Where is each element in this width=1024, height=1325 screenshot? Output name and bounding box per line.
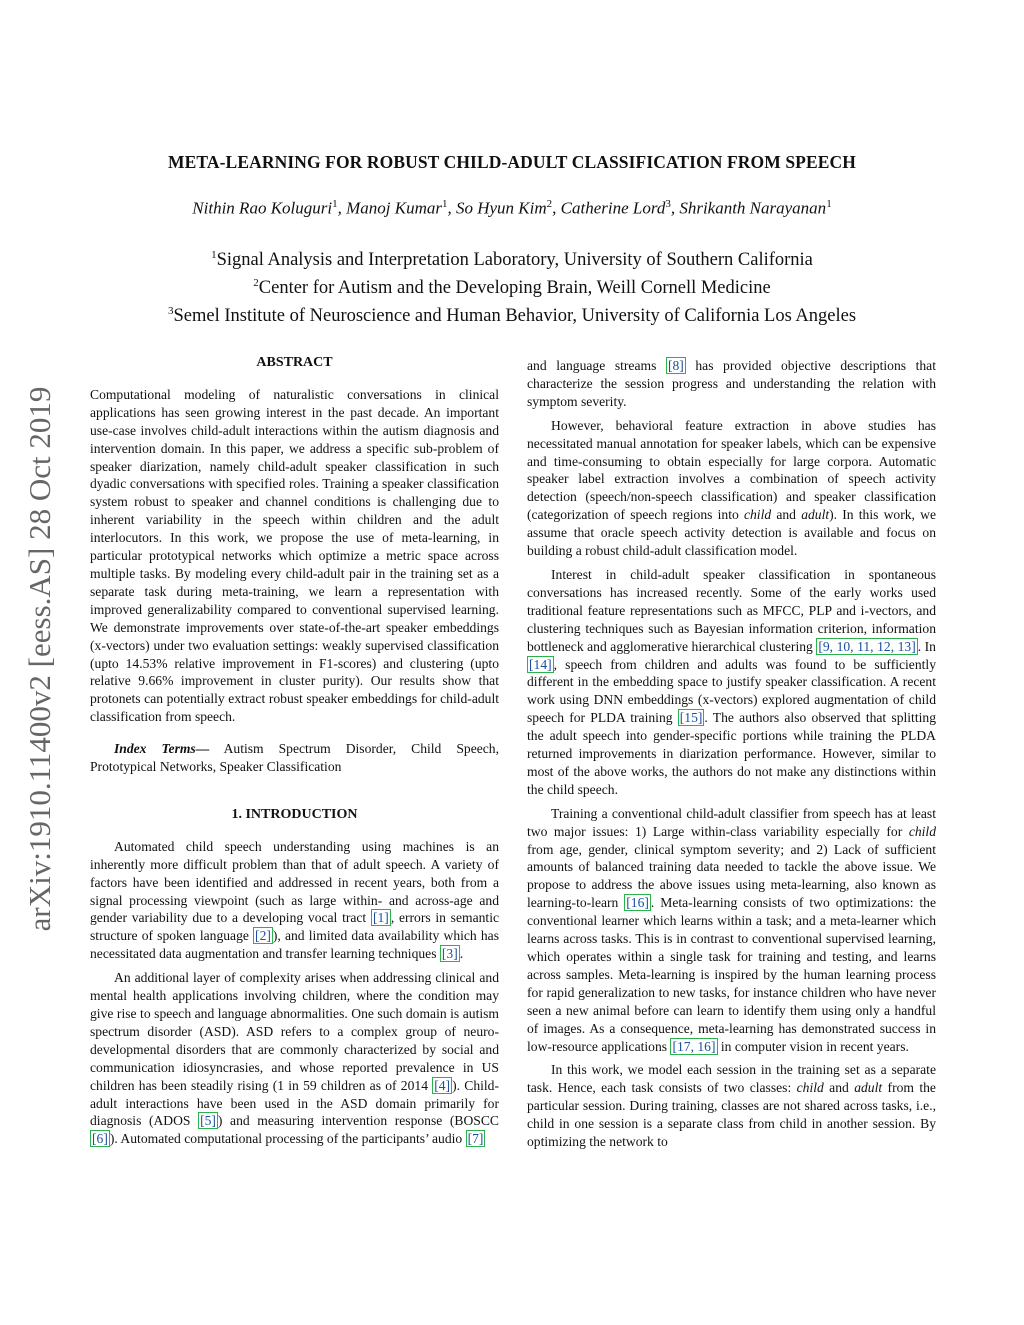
author-affiliation-number: 3 — [665, 198, 671, 210]
affiliation-number: 2 — [253, 277, 259, 290]
citation-link[interactable]: [4] — [434, 1077, 451, 1093]
citation-link[interactable]: [16] — [626, 895, 649, 911]
author-affiliation-number: 1 — [441, 198, 448, 210]
paragraph: Training a conventional child-adult classifier from speech has at least two major issues: 1) Large within-class variability especially for child from age, gender, clinical symptom severity; and 2) Lack of sufficient amounts of balanced training data needed to tackle the above issue. We propose to address the above issues using meta-learning, also known as learning-to-learn [16] . Meta-learning consists of two optimizations: the conventional learner which learns within a task; and a meta-learner which learns across tasks. This is in contrast to conventional supervised learning, which operates within a single task for training and testing, and learns across samples. Meta-learning is inspired by the human learning process for rapid generalization to new tasks, for instance children who have never seen a new animal before can learn to identify them using only a handful of images. As a consequence, meta-learning has demonstrated success in low-resource applications [17, 16] in computer vision in recent years. — [527, 805, 937, 1054]
citation-link[interactable]: [2] — [255, 928, 271, 944]
paper-title: META-LEARNING FOR ROBUST CHILD-ADULT CLASSIFICATION FROM SPEECH — [168, 152, 856, 172]
affiliation — [60, 244, 964, 272]
affiliations — [60, 244, 964, 328]
affiliation-number: 3 — [167, 305, 174, 318]
abstract-heading: ABSTRACT — [256, 355, 333, 370]
author-name: Shrikanth Narayanan — [679, 198, 827, 218]
paragraph: An additional layer of complexity arises when addressing clinical and mental health applications involving children, where the condition may give rise to speech and language abnormalities. One such domain is autism spectrum disorder (ASD). ASD refers to a complex group of neuro-developmental disorders that are commonly characterized by social and communication idiosyncrasies, and whose reported prevalence in US children has been steadily rising (1 in 59 children as of 2014 [4] ). Child-adult interactions have been used in the ASD domain primarily for diagnosis (ADOS [5] ) and measuring intervention response (BOSCC [6] ). Automated computational processing of the participants’ audio [7] — [90, 970, 499, 1147]
citation-link[interactable]: [1] — [372, 910, 389, 926]
paragraph: In this work, we model each session in the training set as a separate task. Hence, each task consists of two classes: child and adult from the particular session. During training, classes are not shared across tasks, i.e., child in one session is a separate class from child in another session. By optimizing the network to — [527, 1062, 936, 1150]
author-name: So Hyun Kim — [455, 198, 547, 218]
paragraph: However, behavioral feature extraction in above studies has necessitated manual annotation for speaker labels, which can be expensive and time-consuming to obtain especially for large corpora. Automatic speaker label extraction involves a combination of speech activity detection (speech/non-speech classification) and speaker classification (categorization of speech regions into child and adult). In this work, we assume that oracle speech activity detection is available and focus on building a robust child-adult classification model. — [527, 417, 936, 559]
citation-link[interactable]: [3] — [441, 946, 458, 962]
citation-link[interactable]: [8] — [667, 358, 684, 373]
affiliation-text: Semel Institute of Neuroscience and Human Behavior, University of California Los Angeles — [173, 306, 857, 327]
index-terms — [90, 740, 499, 776]
paragraph: Automated child speech understanding using machines is an inherently more difficult problem than that of adult speech. A variety of factors have been identified and addressed in recent years, both from a signal processing viewpoint (such as large within- and across-age and gender variability due to a developing vocal tract [1] , errors in semantic structure of spoken language [2] ), and limited data availability which has necessitated data augmentation and transfer learning techniques [3] . — [90, 838, 500, 962]
paragraph: and language streams [8] has provided objective descriptions that characterize the session progress and understanding the relation with symptom severity. — [527, 358, 936, 409]
left-column — [90, 354, 499, 1154]
citation-link[interactable]: [9, 10, 11, 12, 13] — [818, 638, 916, 654]
affiliation — [60, 272, 964, 300]
author-list: Nithin Rao Koluguri$^1$, Manoj Kumar$^1$, So Hyun Kim$^2$, Catherine Lord$^3$, Shrikanth Narayanan$^1$ — [192, 198, 832, 218]
citation-link[interactable]: [7] — [467, 1131, 484, 1147]
affiliation-number: 1 — [211, 249, 217, 261]
citation-link[interactable]: [15] — [679, 710, 703, 726]
author-affiliation-number: 2 — [546, 198, 553, 210]
author-name: Manoj Kumar — [346, 198, 442, 218]
section-heading-introduction: 1. INTRODUCTION — [231, 806, 358, 822]
arxiv-stamp — [4, 344, 76, 974]
right-column — [527, 357, 936, 1157]
author-name: Catherine Lord — [560, 198, 666, 218]
affiliation-text: Center for Autism and the Developing Brain, Weill Cornell Medicine — [258, 278, 771, 299]
author-affiliation-number: 1 — [826, 198, 832, 210]
affiliation — [60, 300, 964, 328]
paragraph: Interest in child-adult speaker classification in spontaneous conversations has increased recently. Some of the early works used traditional feature representations such as MFCC, PLP and i-vectors, and clustering techniques such as Bayesian information criterion, information bottleneck and agglomerative hierarchical clustering [9, 10, 11, 12, 13] . In [14] , speech from children and adults was found to be sufficiently different in the embedding space to justify speaker classification. A recent work using DNN embeddings (x-vectors) explored augmentation of child speech for PLDA training [15] . The authors also observed that splitting the adult speech into gender-specific portions while training the PLDA returned improvements in diarization performance. However, similar to most of the above works, the authors do not make any distinctions within the child speech. — [527, 566, 936, 797]
citation-link[interactable]: [14] — [529, 656, 552, 672]
abstract-text: Computational modeling of naturalistic conversations in clinical applications has seen growing interest in the past decade. An important use-case involves child-adult interactions within the autism diagnosis and intervention domain. In this paper, we address a specific sub-problem of speaker diarization, namely child-adult speaker classification in such dyadic conversations with specified roles. Training a speaker classification system robust to speaker and channel conditions is challenging due to inherent variability in the speech within children and the adult interlocutors. In this work, we propose the use of meta-learning, in particular prototypical networks which optimize a metric space across multiple tasks. By modeling every child-adult pair in the training set as a separate task during meta-training, we learn a representation with improved generalizability compared to conventional supervised learning. We demonstrate improvements over state-of-the-art speaker embeddings (x-vectors) under two evaluation settings: weakly supervised classification (upto 14.53% relative improvement in F1-scores) and clustering (upto relative 9.66% improvement in cluster purity). Our results show that protonets can potentially extract robust speaker embeddings for child-adult classification from speech. — [90, 386, 499, 725]
arxiv-identifier: arXiv:1910.11400v2 [eess.AS] 28 Oct 2019 — [22, 386, 57, 932]
index-terms-label: Index Terms— — [114, 741, 210, 757]
affiliation-text: Signal Analysis and Interpretation Laboratory, University of Southern California — [216, 250, 813, 271]
citation-link[interactable]: [5] — [200, 1113, 216, 1129]
index-terms-text: Autism Spectrum Disorder, Child Speech, Prototypical Networks, Speaker Classification — [90, 741, 499, 775]
author-name: Nithin Rao Koluguri — [192, 198, 333, 218]
citation-link[interactable]: [17, 16] — [672, 1038, 716, 1054]
citation-link[interactable]: [6] — [92, 1131, 108, 1147]
author-affiliation-number: 1 — [332, 198, 338, 210]
